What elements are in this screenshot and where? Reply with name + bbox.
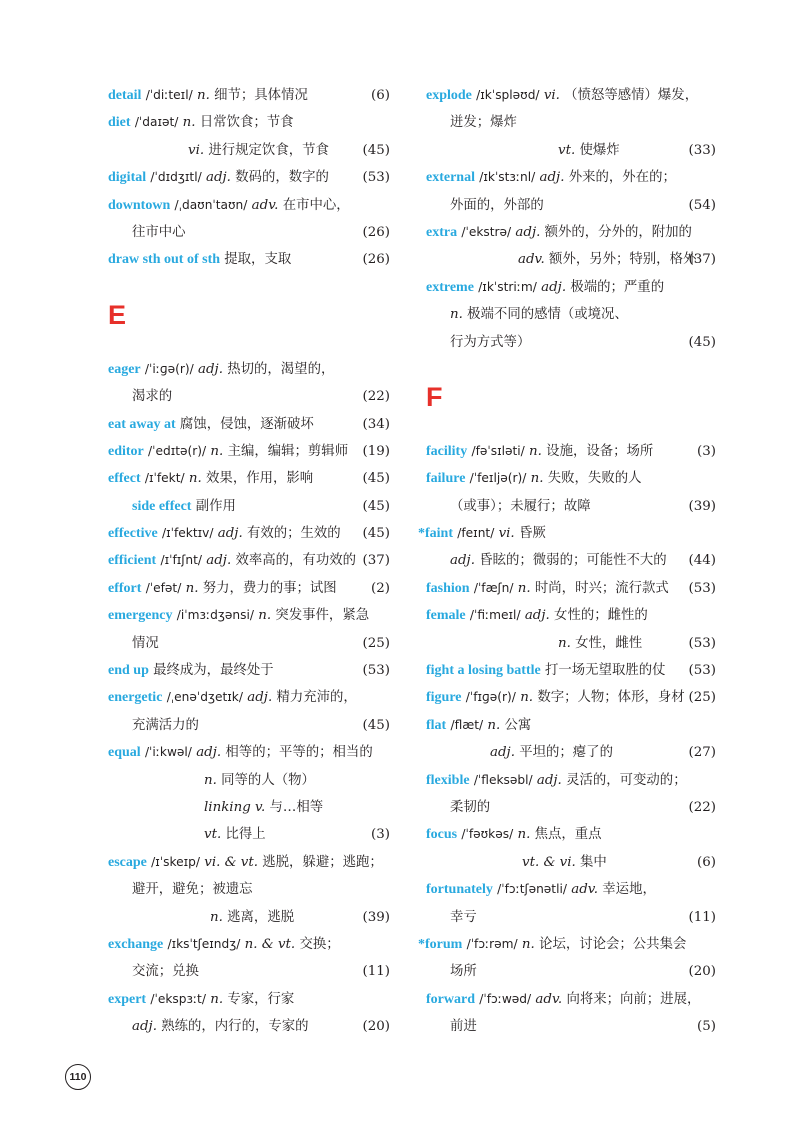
- part-of-speech: adv.: [535, 991, 563, 1007]
- glossary-line: [426, 137, 716, 164]
- definition-text: 外面的，外部的: [450, 197, 544, 213]
- unit-number: (37): [688, 252, 716, 268]
- definition-text: 时尚，时兴；流行款式: [530, 580, 669, 596]
- part-of-speech: adj.: [524, 608, 550, 624]
- glossary-line: [426, 630, 716, 657]
- phonetic: /ˈfɔːwəd/: [479, 991, 532, 1006]
- phonetic: /ˈfɪɡə(r)/: [465, 690, 516, 705]
- unit-number: (53): [362, 663, 390, 679]
- part-of-speech: adj.: [450, 553, 475, 569]
- part-of-speech: adj.: [539, 170, 565, 186]
- glossary-line: [426, 602, 716, 629]
- glossary-line: [108, 219, 390, 246]
- definition-text: 日常饮食；节食: [195, 115, 294, 131]
- part-of-speech: n.: [529, 443, 542, 459]
- part-of-speech: vi.: [543, 88, 560, 103]
- definition-text: 使爆炸: [575, 142, 620, 158]
- definition-text: 交换；: [295, 936, 340, 952]
- headword: emergency: [108, 608, 173, 624]
- headword: digital: [108, 170, 147, 186]
- headword: end up: [108, 663, 149, 679]
- definition-text: 迸发；爆炸: [450, 115, 517, 131]
- definition-text: 有效的；生效的: [242, 526, 341, 542]
- unit-number: (45): [362, 717, 390, 733]
- definition-text: 灵活的，可变动的；: [561, 772, 687, 788]
- part-of-speech: n.: [185, 580, 199, 596]
- headword: failure: [426, 471, 466, 487]
- definition-text: 突发事件，紧急: [271, 608, 370, 624]
- headword: detail: [108, 88, 142, 103]
- headword: explode: [426, 88, 472, 103]
- part-of-speech: adv.: [571, 882, 599, 898]
- definition-text: 进行规定饮食，节食: [204, 142, 329, 158]
- part-of-speech: n.: [210, 991, 224, 1007]
- definition-text: 女性，雌性: [570, 635, 643, 651]
- definition-text: 往市中心: [132, 224, 186, 240]
- definition-text: 相等的；平等的；相当的: [221, 745, 373, 761]
- glossary-line: [426, 849, 716, 876]
- glossary-line: [426, 329, 716, 356]
- unit-number: (25): [688, 690, 716, 706]
- glossary-line: [426, 904, 716, 931]
- headword: escape: [108, 854, 147, 870]
- part-of-speech: adj.: [205, 170, 231, 186]
- definition-text: 逃脱，躲避；逃跑；: [258, 854, 383, 870]
- unit-number: (53): [688, 635, 716, 651]
- unit-number: (11): [362, 964, 390, 980]
- definition-text: 避开，避免；被遗忘: [132, 882, 253, 898]
- definition-text: 细节；具体情况: [209, 88, 308, 103]
- definition-text: 论坛，讨论会；公共集会: [534, 936, 687, 952]
- headword: facility: [426, 443, 468, 459]
- glossary-line: [108, 630, 390, 657]
- headword: extra: [426, 224, 458, 240]
- glossary-line: [108, 821, 390, 848]
- definition-text: 失败，失败的人: [543, 471, 642, 487]
- headword: effective: [108, 526, 158, 542]
- unit-number: (25): [362, 635, 390, 651]
- part-of-speech: n.: [188, 471, 202, 487]
- glossary-line: [108, 246, 390, 273]
- glossary-line: [108, 383, 390, 410]
- definition-text: 熟练的，内行的，专家的: [156, 1019, 309, 1035]
- definition-text: （或事）；未履行；故障: [450, 498, 591, 514]
- glossary-line: [108, 849, 390, 876]
- headword: energetic: [108, 690, 163, 706]
- unit-number: (27): [688, 745, 716, 761]
- unit-number: (19): [362, 443, 390, 459]
- left-column: [108, 82, 390, 1041]
- unit-number: (22): [362, 389, 390, 405]
- definition-text: 腐蚀，侵蚀，逐渐破坏: [175, 416, 314, 432]
- headword: eat away at: [108, 416, 176, 432]
- glossary-line: [108, 684, 390, 711]
- headword: side effect: [132, 498, 192, 514]
- unit-number: (20): [688, 964, 716, 980]
- glossary-line: [108, 164, 390, 191]
- definition-text: （愤怒等感情）爆发，: [559, 88, 699, 103]
- headword: fashion: [426, 580, 470, 596]
- headword: flexible: [426, 772, 470, 788]
- unit-number: (20): [362, 1019, 390, 1035]
- glossary-line: [108, 547, 390, 574]
- glossary-line: [418, 520, 716, 547]
- phonetic: /ˌdaʊnˈtaʊn/: [174, 197, 248, 212]
- glossary-line: [426, 794, 716, 821]
- glossary-line: [108, 575, 390, 602]
- definition-text: 同等的人（物）: [216, 772, 315, 788]
- glossary-line: [426, 767, 716, 794]
- definition-text: 女性的；雌性的: [549, 608, 648, 624]
- part-of-speech: adv.: [518, 252, 545, 268]
- glossary-line: [108, 1013, 390, 1040]
- phonetic: /ɪkˈspləʊd/: [476, 88, 540, 102]
- definition-text: 设施，设备；场所: [541, 443, 654, 459]
- definition-text: 效率高的，有功效的: [231, 553, 356, 569]
- definition-text: 渴求的: [132, 389, 173, 405]
- glossary-line: [426, 876, 716, 903]
- glossary-line: [426, 1013, 716, 1040]
- glossary-line: [108, 767, 390, 794]
- glossary-line: [426, 712, 716, 739]
- part-of-speech: n.: [521, 936, 535, 952]
- glossary-line: [426, 986, 716, 1013]
- headword: female: [426, 608, 466, 624]
- part-of-speech: n.: [517, 827, 531, 843]
- glossary-line: [426, 493, 716, 520]
- unit-number: (26): [362, 252, 390, 268]
- glossary-line: [108, 876, 390, 903]
- part-of-speech: vi.: [188, 142, 205, 158]
- unit-number: (39): [362, 909, 390, 925]
- part-of-speech: n.: [204, 772, 217, 788]
- section-letter: E: [108, 299, 127, 330]
- definition-text: 前进: [450, 1019, 477, 1035]
- glossary-line: [426, 821, 716, 848]
- phonetic: /ˈiːɡə(r)/: [144, 361, 194, 376]
- headword: downtown: [108, 197, 171, 213]
- definition-text: 数字；人物；体形，身材: [533, 690, 685, 706]
- phonetic: /ˈfeɪljə(r)/: [469, 471, 527, 486]
- part-of-speech: n.: [258, 608, 272, 624]
- headword: focus: [426, 827, 458, 843]
- phonetic: /ɪkˈstriːm/: [478, 279, 537, 294]
- unit-number: (3): [697, 443, 716, 459]
- headword: effect: [108, 471, 141, 487]
- headword: effort: [108, 580, 142, 596]
- phonetic: /iˈmɜːdʒənsi/: [176, 608, 254, 623]
- part-of-speech: vt.: [558, 142, 576, 158]
- glossary-line: [426, 684, 716, 711]
- unit-number: (11): [688, 909, 716, 925]
- definition-text: 向将来；向前；进展，: [562, 991, 701, 1007]
- phonetic: /ɪˈfektɪv/: [162, 526, 214, 541]
- definition-text: 逃离，逃脱: [222, 909, 295, 925]
- definition-text: 副作用: [191, 498, 236, 514]
- part-of-speech: vi. & vt.: [204, 854, 258, 870]
- phonetic: /ɪˈfekt/: [144, 471, 185, 486]
- unit-number: (22): [688, 799, 716, 815]
- part-of-speech: adj.: [217, 526, 243, 542]
- unit-number: (39): [688, 498, 716, 514]
- unit-number: (53): [688, 663, 716, 679]
- definition-text: 昏眩的；微弱的；可能性不大的: [474, 553, 667, 569]
- definition-text: 昏厥: [514, 526, 546, 542]
- phonetic: /ˈdɪdʒɪtl/: [150, 170, 202, 185]
- unit-number: (6): [371, 88, 390, 103]
- part-of-speech: n. & vt.: [244, 936, 296, 952]
- definition-text: 行为方式等）: [450, 334, 531, 350]
- part-of-speech: n.: [450, 307, 463, 323]
- definition-text: 公寓: [500, 717, 532, 733]
- part-of-speech: adj.: [536, 772, 562, 788]
- glossary-line: [426, 246, 716, 273]
- part-of-speech: adj.: [196, 745, 222, 761]
- part-of-speech: n.: [196, 88, 210, 103]
- glossary-line: [426, 958, 716, 985]
- headword: diet: [108, 115, 131, 131]
- section-letter: F: [426, 381, 443, 412]
- unit-number: (2): [371, 580, 390, 596]
- unit-number: (37): [362, 553, 390, 569]
- unit-number: (33): [688, 142, 716, 158]
- part-of-speech: n.: [517, 580, 531, 596]
- right-column: [418, 82, 716, 1041]
- glossary-line: [426, 192, 716, 219]
- glossary-line: [426, 739, 716, 766]
- part-of-speech: adj.: [541, 279, 567, 295]
- phonetic: /ˈdaɪət/: [134, 115, 179, 130]
- definition-text: 外来的，外在的；: [564, 170, 676, 186]
- definition-text: 集中: [575, 854, 607, 870]
- part-of-speech: vt. & vi.: [522, 854, 576, 870]
- definition-text: 额外，另外；特别，格外: [544, 252, 697, 268]
- glossary-line: [108, 986, 390, 1013]
- glossary-line: [108, 411, 390, 438]
- part-of-speech: n.: [487, 717, 501, 733]
- part-of-speech: adj.: [515, 224, 541, 240]
- headword: flat: [426, 717, 447, 733]
- part-of-speech: adj.: [247, 690, 273, 706]
- glossary-line: [418, 931, 716, 958]
- unit-number: (3): [371, 827, 390, 843]
- glossary-line: [426, 547, 716, 574]
- glossary-line: [108, 904, 390, 931]
- part-of-speech: n.: [210, 443, 224, 459]
- definition-text: 充满活力的: [132, 717, 199, 733]
- phonetic: /feɪnt/: [457, 526, 495, 541]
- unit-number: (34): [362, 416, 390, 432]
- headword: fight a losing battle: [426, 663, 541, 679]
- glossary-line: [426, 575, 716, 602]
- headword: forward: [426, 991, 475, 1007]
- unit-number: (45): [688, 334, 716, 350]
- glossary-line: [108, 931, 390, 958]
- headword: editor: [108, 443, 144, 459]
- definition-text: 额外的，分外的，附加的: [540, 224, 692, 240]
- phonetic: /ˈfɔːrəm/: [466, 936, 518, 951]
- definition-text: 情况: [132, 635, 159, 651]
- headword: figure: [426, 690, 462, 706]
- glossary-line: [108, 602, 390, 629]
- phonetic: /ˈdiːteɪl/: [145, 88, 193, 102]
- part-of-speech: vi.: [498, 526, 515, 542]
- glossary-line: [108, 465, 390, 492]
- phonetic: /ˈfɔːtʃənətli/: [497, 882, 567, 897]
- part-of-speech: n.: [210, 909, 223, 925]
- unit-number: (54): [688, 197, 716, 213]
- glossary-line: [108, 109, 390, 136]
- glossary-line: [426, 274, 716, 301]
- part-of-speech: n.: [520, 690, 534, 706]
- definition-text: 热切的，渴望的，: [222, 361, 335, 377]
- headword: efficient: [108, 553, 157, 569]
- definition-text: 提取，支取: [220, 252, 292, 268]
- glossary-line: [426, 438, 716, 465]
- glossary-line: [426, 82, 716, 109]
- definition-text: 交流；兑换: [132, 964, 199, 980]
- definition-text: 平坦的；瘪了的: [514, 745, 613, 761]
- headword: *faint: [418, 526, 453, 542]
- phonetic: /ˈiːkwəl/: [144, 745, 192, 760]
- glossary-line: [426, 109, 716, 136]
- definition-text: 场所: [450, 964, 477, 980]
- phonetic: /ɪˈskeɪp/: [151, 854, 200, 869]
- glossary-line: [426, 164, 716, 191]
- glossary-line: [108, 657, 390, 684]
- phonetic: /ɪksˈtʃeɪndʒ/: [167, 936, 241, 951]
- headword: fortunately: [426, 882, 493, 898]
- glossary-line: [108, 192, 390, 219]
- phonetic: /ˈfæʃn/: [473, 580, 514, 595]
- glossary-line: [426, 465, 716, 492]
- definition-text: 柔韧的: [450, 799, 491, 815]
- glossary-line: [108, 356, 390, 383]
- definition-text: 专家，行家: [223, 991, 295, 1007]
- part-of-speech: adj.: [132, 1019, 157, 1035]
- headword: eager: [108, 361, 141, 377]
- part-of-speech: adj.: [198, 361, 223, 377]
- glossary-line: [108, 438, 390, 465]
- definition-text: 最终成为，最终处于: [148, 663, 274, 679]
- unit-number: (26): [362, 224, 390, 240]
- unit-number: (5): [697, 1019, 716, 1035]
- phonetic: /ˌenəˈdʒetɪk/: [166, 690, 243, 705]
- part-of-speech: vt.: [204, 827, 222, 843]
- phonetic: /ˈefət/: [145, 580, 182, 595]
- headword: extreme: [426, 279, 474, 295]
- unit-number: (44): [688, 553, 716, 569]
- headword: exchange: [108, 936, 164, 952]
- part-of-speech: n.: [182, 115, 196, 131]
- glossary-line: [108, 82, 390, 109]
- phonetic: /ˈfəʊkəs/: [461, 827, 514, 842]
- glossary-line: [426, 219, 716, 246]
- definition-text: 幸运地，: [598, 882, 656, 898]
- phonetic: /ɪkˈstɜːnl/: [479, 170, 536, 185]
- definition-text: 与…相等: [265, 799, 324, 815]
- page-number: 110: [65, 1064, 91, 1090]
- definition-text: 焦点，重点: [530, 827, 602, 843]
- headword: equal: [108, 745, 141, 761]
- glossary-line: [108, 520, 390, 547]
- glossary-line: [108, 493, 390, 520]
- unit-number: (45): [362, 142, 390, 158]
- definition-text: 在市中心，: [278, 197, 350, 213]
- part-of-speech: linking v.: [204, 799, 266, 815]
- glossary-line: [108, 794, 390, 821]
- definition-text: 努力，费力的事；试图: [198, 580, 337, 596]
- definition-text: 比得上: [221, 827, 266, 843]
- phonetic: /ˈedɪtə(r)/: [148, 443, 207, 458]
- definition-text: 打一场无望取胜的仗: [540, 663, 666, 679]
- phonetic: /ˈekspɜːt/: [150, 991, 206, 1006]
- definition-text: 数码的，数字的: [230, 170, 329, 186]
- phonetic: /ˈfleksəbl/: [473, 772, 533, 787]
- definition-text: 幸亏: [450, 909, 477, 925]
- part-of-speech: n.: [530, 471, 544, 487]
- phonetic: /fəˈsɪləti/: [471, 443, 525, 458]
- definition-text: 极端的；严重的: [566, 279, 665, 295]
- part-of-speech: adj.: [490, 745, 515, 761]
- phonetic: /ɪˈfɪʃnt/: [160, 553, 202, 568]
- phonetic: /ˈfiːmeɪl/: [469, 608, 521, 623]
- unit-number: (6): [697, 854, 716, 870]
- glossary-line: [108, 712, 390, 739]
- part-of-speech: n.: [558, 635, 571, 651]
- glossary-line: [426, 301, 716, 328]
- headword: expert: [108, 991, 147, 1007]
- headword: external: [426, 170, 475, 186]
- part-of-speech: adj.: [206, 553, 232, 569]
- unit-number: (45): [362, 471, 390, 487]
- phonetic: /ˈekstrə/: [461, 224, 512, 239]
- definition-text: 效果，作用，影响: [201, 471, 314, 487]
- glossary-line: [426, 657, 716, 684]
- unit-number: (53): [688, 580, 716, 596]
- glossary-line: [108, 137, 390, 164]
- glossary-line: [108, 739, 390, 766]
- headword: *forum: [418, 936, 463, 952]
- definition-text: 极端不同的感情（或境况、: [462, 307, 628, 323]
- definition-text: 精力充沛的，: [272, 690, 357, 706]
- unit-number: (53): [362, 170, 390, 186]
- headword: draw sth out of sth: [108, 252, 221, 268]
- glossary-line: [108, 958, 390, 985]
- part-of-speech: adv.: [251, 197, 279, 213]
- phonetic: /flæt/: [450, 717, 484, 732]
- unit-number: (45): [362, 526, 390, 542]
- definition-text: 主编，编辑；剪辑师: [223, 443, 349, 459]
- unit-number: (45): [362, 498, 390, 514]
